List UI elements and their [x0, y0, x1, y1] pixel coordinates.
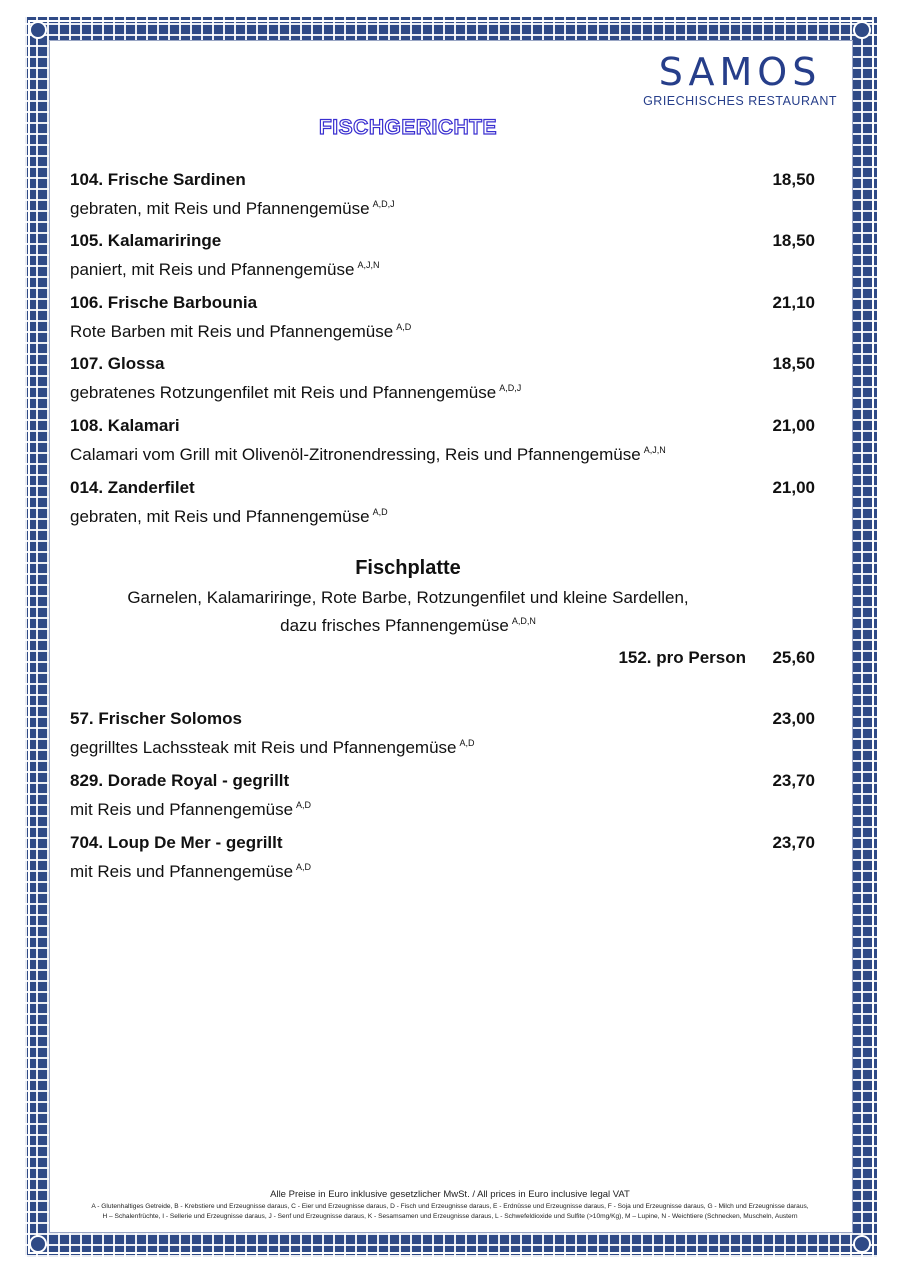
logo-subtitle: GRIECHISCHES RESTAURANT	[643, 94, 837, 108]
item-name: 014. Zanderfilet	[70, 478, 195, 497]
section-title: FISCHGERICHTE	[318, 116, 497, 139]
item-price: 21,00	[772, 416, 815, 435]
restaurant-logo	[643, 52, 837, 108]
menu-item	[70, 708, 815, 759]
menu-item	[70, 169, 815, 220]
item-name: 105. Kalamariringe	[70, 231, 222, 250]
platter-description: Garnelen, Kalamariringe, Rote Barbe, Rotzungenfilet und kleine Sardellen,	[127, 588, 689, 607]
item-price: 23,70	[772, 833, 815, 852]
menu-item	[70, 415, 815, 466]
item-price: 23,00	[772, 709, 815, 728]
vat-note: Alle Preise in Euro inklusive gesetzlicher MwSt. / All prices in Euro inclusive legal VAT	[270, 1189, 630, 1200]
menu-item	[70, 477, 815, 528]
menu-item	[70, 230, 815, 281]
corner-ornament	[29, 21, 47, 39]
menu-item	[70, 292, 815, 343]
item-description: gebratenes Rotzungenfilet mit Reis und Pfannengemüse $^{A,D,J}$	[70, 383, 522, 402]
item-name: 704. Loup De Mer - gegrillt	[70, 833, 283, 852]
allergen-codes: A,J,N	[357, 260, 380, 270]
item-price: 21,00	[772, 478, 815, 497]
item-name: 104. Frische Sardinen	[70, 170, 246, 189]
item-name: 57. Frischer Solomos	[70, 709, 242, 728]
allergen-codes: A,D,J	[499, 383, 522, 393]
logo-name: SAMOS	[658, 50, 822, 94]
item-description: mit Reis und Pfannengemüse $^{A,D}$	[70, 800, 312, 819]
item-price: 23,70	[772, 771, 815, 790]
item-description: gegrilltes Lachssteak mit Reis und Pfannengemüse $^{A,D}$	[70, 738, 475, 757]
platter-title: Fischplatte	[355, 557, 461, 579]
allergen-codes: A,D	[396, 322, 412, 332]
platter-price-label: 152. pro Person	[618, 648, 746, 667]
item-price: 18,50	[772, 231, 815, 250]
item-description: paniert, mit Reis und Pfannengemüse $^{A,J,N}$	[70, 260, 380, 279]
allergen-codes: A,D	[372, 507, 388, 517]
corner-ornament	[853, 21, 871, 39]
allergen-legend-1: A - Glutenhaltiges Getreide, B - Krebstiere und Erzeugnisse daraus, C - Eier und Erzeugnisse daraus, D - Fisch und Erzeugnisse daraus, E - Erdnüsse und Erzeugnisse daraus, F - Soja und Erzeugnisse daraus, G - Milch und Erzeugnisse daraus,	[91, 1203, 809, 1210]
item-name: 829. Dorade Royal - gegrillt	[70, 771, 290, 790]
platter-description-2: dazu frisches Pfannengemüse $^{A,D,N}$	[280, 616, 536, 635]
menu-item	[70, 832, 815, 883]
platter-price: 25,60	[772, 648, 815, 667]
corner-ornament	[29, 1235, 47, 1253]
allergen-codes: A,J,N	[643, 445, 666, 455]
item-price: 18,50	[772, 354, 815, 373]
item-price: 18,50	[772, 170, 815, 189]
menu-item	[70, 353, 815, 404]
menu-item	[70, 770, 815, 821]
item-name: 107. Glossa	[70, 354, 165, 373]
item-description: Rote Barben mit Reis und Pfannengemüse $^{A,D}$	[70, 322, 412, 341]
footer-notes	[70, 1189, 830, 1222]
allergen-codes: A,D	[459, 738, 475, 748]
item-description: gebraten, mit Reis und Pfannengemüse $^{A,D}$	[70, 507, 388, 526]
allergen-codes: A,D,J	[372, 199, 395, 209]
corner-ornament	[853, 1235, 871, 1253]
item-description: mit Reis und Pfannengemüse $^{A,D}$	[70, 862, 312, 881]
item-description: Calamari vom Grill mit Olivenöl-Zitronendressing, Reis und Pfannengemüse $^{A,J,N}$	[70, 445, 666, 464]
allergen-codes: A,D	[296, 862, 312, 872]
allergen-codes: A,D	[296, 800, 312, 810]
item-name: 106. Frische Barbounia	[70, 293, 258, 312]
item-description: gebraten, mit Reis und Pfannengemüse $^{A,D,J}$	[70, 199, 395, 218]
allergen-legend-2: H – Schalenfrüchte, I - Sellerie und Erzeugnisse daraus, J - Senf und Erzeugnisse daraus, K - Sesamsamen und Erzeugnisse daraus, L - Schwefeldioxide und Sulfite (>10mg/Kg), M – Lupine, N - Weichtiere (Schnecken, Muscheln, Austern	[102, 1213, 798, 1220]
allergen-codes: A,D,N	[511, 616, 536, 626]
item-price: 21,10	[772, 293, 815, 312]
item-name: 108. Kalamari	[70, 416, 180, 435]
